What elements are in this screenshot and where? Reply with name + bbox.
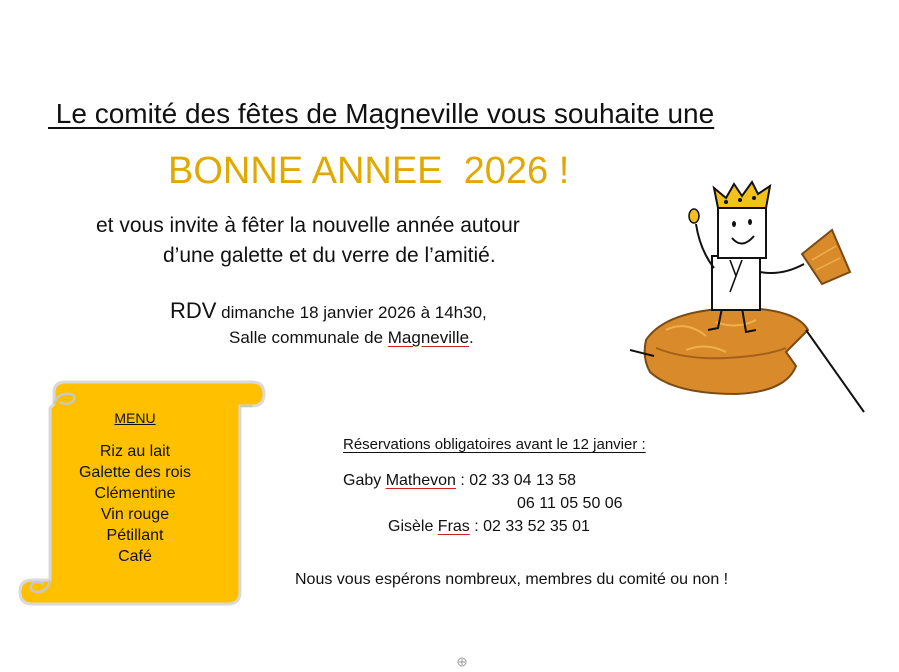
contact-1-first: Gaby bbox=[343, 472, 386, 489]
contact-2 bbox=[388, 518, 590, 536]
contact-1-phone: : 02 33 04 13 58 bbox=[455, 472, 577, 489]
contact-2-first: Gisèle bbox=[388, 518, 438, 535]
menu-item: Vin rouge bbox=[100, 506, 170, 523]
rdv-label: RDV bbox=[170, 298, 217, 323]
venue-town: Magneville bbox=[387, 328, 470, 347]
contact-2-last: Fras bbox=[437, 518, 470, 535]
menu-item: Café bbox=[118, 548, 152, 565]
menu bbox=[55, 408, 215, 567]
anchor-marker-icon bbox=[456, 656, 468, 668]
rdv-when: dimanche 18 janvier 2026 à 14h30, bbox=[216, 303, 487, 322]
invitation-line-2: d’une galette et du verre de l’amitié. bbox=[163, 244, 496, 267]
contact-1 bbox=[343, 472, 576, 490]
header-line: Le comité des fêtes de Magneville vous souhaite une bbox=[48, 98, 715, 129]
contact-2-phone: : 02 33 52 35 01 bbox=[469, 518, 590, 535]
reservations-title: Réservations obligatoires avant le 12 janvier : bbox=[343, 436, 646, 453]
king-with-crown-icon bbox=[626, 180, 874, 416]
venue-line bbox=[229, 328, 474, 348]
contact-1-phone-2: 06 11 05 50 06 bbox=[517, 495, 623, 512]
menu-item: Riz au lait bbox=[99, 443, 171, 460]
contact-1-last: Mathevon bbox=[385, 472, 456, 489]
new-year-greeting: BONNE ANNEE 2026 ! bbox=[168, 150, 570, 192]
invitation-line-1: et vous invite à fêter la nouvelle année autour bbox=[96, 214, 520, 237]
menu-title: MENU bbox=[114, 410, 156, 426]
menu-item: Pétillant bbox=[106, 527, 164, 544]
closing-line: Nous vous espérons nombreux, membres du comité ou non ! bbox=[295, 571, 729, 588]
rdv-line bbox=[170, 298, 487, 324]
venue-suffix: . bbox=[469, 328, 474, 347]
menu-item: Clémentine bbox=[94, 485, 176, 502]
venue-prefix: Salle communale de bbox=[229, 328, 388, 347]
menu-item: Galette des rois bbox=[78, 464, 192, 481]
